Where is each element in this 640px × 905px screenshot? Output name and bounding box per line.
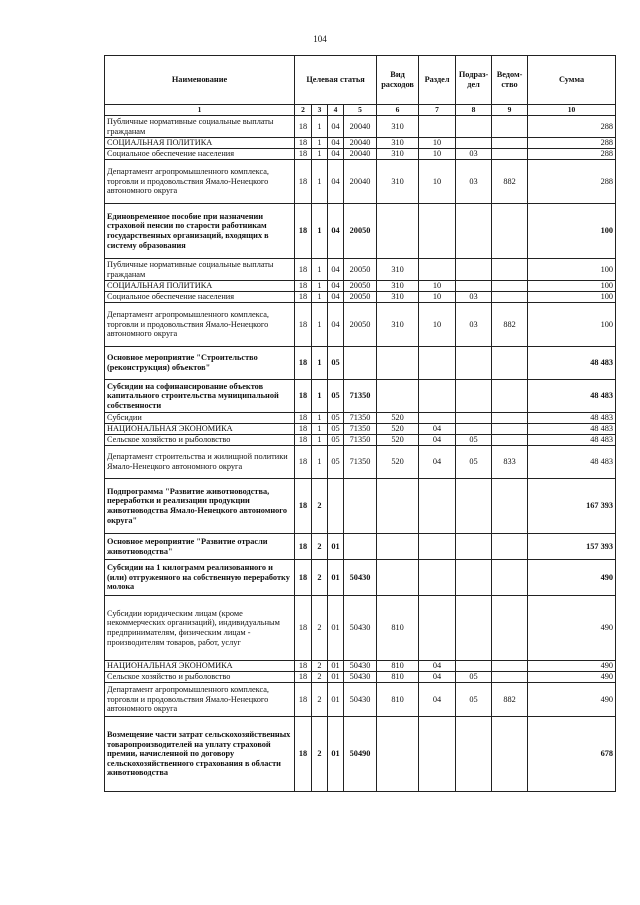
header-amount: Сумма bbox=[528, 56, 616, 105]
department-code bbox=[492, 424, 528, 435]
article-program: 18 bbox=[295, 560, 312, 596]
article-event: 04 bbox=[328, 281, 344, 292]
department-code bbox=[492, 435, 528, 446]
subsection bbox=[456, 534, 492, 560]
department-code bbox=[492, 204, 528, 259]
article-event: 04 bbox=[328, 138, 344, 149]
amount: 490 bbox=[528, 560, 616, 596]
department-code bbox=[492, 596, 528, 661]
amount: 490 bbox=[528, 672, 616, 683]
article-code bbox=[344, 534, 377, 560]
amount: 167 393 bbox=[528, 479, 616, 534]
article-program: 18 bbox=[295, 149, 312, 160]
article-event: 01 bbox=[328, 560, 344, 596]
row-name: НАЦИОНАЛЬНАЯ ЭКОНОМИКА bbox=[105, 661, 295, 672]
article-event: 01 bbox=[328, 596, 344, 661]
section: 04 bbox=[419, 683, 456, 717]
row-name: НАЦИОНАЛЬНАЯ ЭКОНОМИКА bbox=[105, 424, 295, 435]
row-name: Социальное обеспечение населения bbox=[105, 292, 295, 303]
amount: 48 483 bbox=[528, 413, 616, 424]
amount: 490 bbox=[528, 683, 616, 717]
column-number: 3 bbox=[312, 105, 328, 116]
expense-type bbox=[377, 534, 419, 560]
article-code: 20050 bbox=[344, 292, 377, 303]
row-name: Подпрограмма "Развитие животноводства, переработки и реализации продукции животноводства Ямало-Ненецкого автономного округа" bbox=[105, 479, 295, 534]
article-subprogram: 1 bbox=[312, 149, 328, 160]
article-event: 04 bbox=[328, 204, 344, 259]
article-code bbox=[344, 479, 377, 534]
amount: 100 bbox=[528, 281, 616, 292]
article-event: 05 bbox=[328, 435, 344, 446]
article-code: 71350 bbox=[344, 435, 377, 446]
department-code: 882 bbox=[492, 303, 528, 347]
column-number: 2 bbox=[295, 105, 312, 116]
article-program: 18 bbox=[295, 435, 312, 446]
expense-type: 310 bbox=[377, 303, 419, 347]
article-program: 18 bbox=[295, 479, 312, 534]
subsection bbox=[456, 717, 492, 792]
table-row bbox=[105, 560, 616, 596]
subsection: 03 bbox=[456, 160, 492, 204]
article-subprogram: 1 bbox=[312, 292, 328, 303]
table-row bbox=[105, 204, 616, 259]
subsection bbox=[456, 479, 492, 534]
subsection: 05 bbox=[456, 435, 492, 446]
section bbox=[419, 204, 456, 259]
page-number: 104 bbox=[313, 34, 327, 44]
table-row bbox=[105, 672, 616, 683]
subsection bbox=[456, 281, 492, 292]
row-name: Публичные нормативные социальные выплаты гражданам bbox=[105, 259, 295, 281]
subsection bbox=[456, 596, 492, 661]
subsection bbox=[456, 380, 492, 413]
section: 04 bbox=[419, 446, 456, 479]
article-event: 01 bbox=[328, 683, 344, 717]
table-row bbox=[105, 303, 616, 347]
article-event: 04 bbox=[328, 116, 344, 138]
table-header-row bbox=[105, 56, 616, 105]
row-name: Субсидии юридическим лицам (кроме некоммерческих организаций), индивидуальным предпринимателям, физическим лицам - производителям товаров, работ, услуг bbox=[105, 596, 295, 661]
article-code: 20040 bbox=[344, 116, 377, 138]
column-number: 4 bbox=[328, 105, 344, 116]
row-name: Возмещение части затрат сельскохозяйственных товаропроизводителей на уплату страховой премии, начисленной по договору сельскохозяйственного страхования в области животноводства bbox=[105, 717, 295, 792]
department-code bbox=[492, 116, 528, 138]
expense-type bbox=[377, 204, 419, 259]
column-number: 5 bbox=[344, 105, 377, 116]
subsection: 05 bbox=[456, 683, 492, 717]
article-program: 18 bbox=[295, 596, 312, 661]
amount: 678 bbox=[528, 717, 616, 792]
department-code bbox=[492, 661, 528, 672]
section: 10 bbox=[419, 160, 456, 204]
department-code bbox=[492, 560, 528, 596]
article-event bbox=[328, 479, 344, 534]
amount: 100 bbox=[528, 292, 616, 303]
row-name: Публичные нормативные социальные выплаты гражданам bbox=[105, 116, 295, 138]
article-program: 18 bbox=[295, 717, 312, 792]
article-code: 50430 bbox=[344, 661, 377, 672]
article-code bbox=[344, 347, 377, 380]
article-program: 18 bbox=[295, 413, 312, 424]
expense-type: 310 bbox=[377, 160, 419, 204]
table-row bbox=[105, 534, 616, 560]
subsection bbox=[456, 204, 492, 259]
row-name: Субсидии на 1 килограмм реализованного и (или) отгруженного на собственную переработку молока bbox=[105, 560, 295, 596]
article-subprogram: 2 bbox=[312, 661, 328, 672]
subsection: 03 bbox=[456, 149, 492, 160]
article-event: 05 bbox=[328, 446, 344, 479]
subsection bbox=[456, 259, 492, 281]
article-event: 05 bbox=[328, 424, 344, 435]
subsection bbox=[456, 347, 492, 380]
article-subprogram: 2 bbox=[312, 534, 328, 560]
article-event: 04 bbox=[328, 259, 344, 281]
row-name: Субсидии bbox=[105, 413, 295, 424]
header-subsection: Подраз-дел bbox=[456, 56, 492, 105]
section bbox=[419, 259, 456, 281]
amount: 100 bbox=[528, 204, 616, 259]
row-name: Департамент агропромышленного комплекса, торговли и продовольствия Ямало-Ненецкого автономного округа bbox=[105, 160, 295, 204]
table-row bbox=[105, 160, 616, 204]
article-event: 05 bbox=[328, 380, 344, 413]
amount: 288 bbox=[528, 160, 616, 204]
header-department: Ведом-ство bbox=[492, 56, 528, 105]
column-number: 8 bbox=[456, 105, 492, 116]
expense-type: 310 bbox=[377, 259, 419, 281]
table-row bbox=[105, 596, 616, 661]
column-number: 9 bbox=[492, 105, 528, 116]
amount: 490 bbox=[528, 596, 616, 661]
section: 04 bbox=[419, 435, 456, 446]
amount: 48 483 bbox=[528, 380, 616, 413]
row-name: Департамент агропромышленного комплекса, торговли и продовольствия Ямало-Ненецкого автономного округа bbox=[105, 303, 295, 347]
section bbox=[419, 380, 456, 413]
expense-type: 810 bbox=[377, 672, 419, 683]
department-code bbox=[492, 149, 528, 160]
amount: 48 483 bbox=[528, 446, 616, 479]
table-row bbox=[105, 424, 616, 435]
expense-type bbox=[377, 479, 419, 534]
article-subprogram: 2 bbox=[312, 479, 328, 534]
article-program: 18 bbox=[295, 281, 312, 292]
expense-type: 810 bbox=[377, 683, 419, 717]
article-event: 04 bbox=[328, 149, 344, 160]
column-number: 1 bbox=[105, 105, 295, 116]
section: 10 bbox=[419, 281, 456, 292]
table-row bbox=[105, 281, 616, 292]
article-code: 71350 bbox=[344, 424, 377, 435]
article-program: 18 bbox=[295, 683, 312, 717]
column-numbers-row bbox=[105, 105, 616, 116]
subsection bbox=[456, 138, 492, 149]
department-code bbox=[492, 347, 528, 380]
article-subprogram: 1 bbox=[312, 259, 328, 281]
expense-type: 520 bbox=[377, 446, 419, 479]
article-program: 18 bbox=[295, 303, 312, 347]
article-code: 20050 bbox=[344, 303, 377, 347]
article-code: 71350 bbox=[344, 446, 377, 479]
expense-type bbox=[377, 560, 419, 596]
subsection: 05 bbox=[456, 446, 492, 479]
article-program: 18 bbox=[295, 347, 312, 380]
article-code: 20040 bbox=[344, 160, 377, 204]
subsection: 03 bbox=[456, 292, 492, 303]
article-subprogram: 1 bbox=[312, 160, 328, 204]
article-event: 01 bbox=[328, 534, 344, 560]
section bbox=[419, 717, 456, 792]
article-subprogram: 1 bbox=[312, 281, 328, 292]
article-event: 01 bbox=[328, 672, 344, 683]
article-subprogram: 1 bbox=[312, 413, 328, 424]
table-row bbox=[105, 347, 616, 380]
section: 04 bbox=[419, 424, 456, 435]
table-row bbox=[105, 435, 616, 446]
amount: 288 bbox=[528, 138, 616, 149]
department-code: 833 bbox=[492, 446, 528, 479]
article-program: 18 bbox=[295, 116, 312, 138]
expense-type: 310 bbox=[377, 292, 419, 303]
expense-type: 520 bbox=[377, 413, 419, 424]
article-subprogram: 1 bbox=[312, 303, 328, 347]
section bbox=[419, 479, 456, 534]
subsection bbox=[456, 560, 492, 596]
table-row bbox=[105, 259, 616, 281]
article-subprogram: 1 bbox=[312, 435, 328, 446]
article-event: 05 bbox=[328, 347, 344, 380]
amount: 490 bbox=[528, 661, 616, 672]
article-program: 18 bbox=[295, 204, 312, 259]
amount: 100 bbox=[528, 259, 616, 281]
section: 04 bbox=[419, 661, 456, 672]
amount: 288 bbox=[528, 149, 616, 160]
subsection bbox=[456, 116, 492, 138]
expense-type: 310 bbox=[377, 138, 419, 149]
table-row bbox=[105, 683, 616, 717]
article-program: 18 bbox=[295, 160, 312, 204]
table-row bbox=[105, 479, 616, 534]
department-code bbox=[492, 380, 528, 413]
article-code: 50430 bbox=[344, 560, 377, 596]
section: 10 bbox=[419, 149, 456, 160]
amount: 48 483 bbox=[528, 435, 616, 446]
header-expense-type: Вид расходов bbox=[377, 56, 419, 105]
article-subprogram: 1 bbox=[312, 380, 328, 413]
row-name: Субсидии на софинансирование объектов капитального строительства муниципальной собственности bbox=[105, 380, 295, 413]
article-event: 04 bbox=[328, 160, 344, 204]
row-name: Сельское хозяйство и рыболовство bbox=[105, 672, 295, 683]
row-name: СОЦИАЛЬНАЯ ПОЛИТИКА bbox=[105, 138, 295, 149]
department-code: 882 bbox=[492, 683, 528, 717]
column-number: 10 bbox=[528, 105, 616, 116]
article-program: 18 bbox=[295, 446, 312, 479]
row-name: Основное мероприятие "Строительство (реконструкция) объектов" bbox=[105, 347, 295, 380]
table-row bbox=[105, 292, 616, 303]
article-code: 20040 bbox=[344, 149, 377, 160]
section bbox=[419, 116, 456, 138]
article-code: 50490 bbox=[344, 717, 377, 792]
article-code: 50430 bbox=[344, 596, 377, 661]
article-code: 20050 bbox=[344, 204, 377, 259]
expense-type: 810 bbox=[377, 596, 419, 661]
expense-type bbox=[377, 717, 419, 792]
article-program: 18 bbox=[295, 259, 312, 281]
department-code bbox=[492, 138, 528, 149]
article-subprogram: 1 bbox=[312, 347, 328, 380]
subsection: 05 bbox=[456, 672, 492, 683]
article-subprogram: 2 bbox=[312, 717, 328, 792]
article-subprogram: 1 bbox=[312, 446, 328, 479]
table-row bbox=[105, 661, 616, 672]
article-subprogram: 1 bbox=[312, 424, 328, 435]
article-event: 01 bbox=[328, 661, 344, 672]
department-code bbox=[492, 479, 528, 534]
expense-type bbox=[377, 347, 419, 380]
expense-type bbox=[377, 380, 419, 413]
article-code: 20040 bbox=[344, 138, 377, 149]
column-number: 6 bbox=[377, 105, 419, 116]
table-row bbox=[105, 413, 616, 424]
expense-type: 310 bbox=[377, 149, 419, 160]
expense-type: 520 bbox=[377, 424, 419, 435]
table-row bbox=[105, 116, 616, 138]
header-name: Наименование bbox=[105, 56, 295, 105]
article-code: 20050 bbox=[344, 281, 377, 292]
subsection bbox=[456, 424, 492, 435]
department-code bbox=[492, 281, 528, 292]
table-row bbox=[105, 149, 616, 160]
department-code bbox=[492, 672, 528, 683]
department-code bbox=[492, 413, 528, 424]
department-code bbox=[492, 292, 528, 303]
section bbox=[419, 347, 456, 380]
article-program: 18 bbox=[295, 138, 312, 149]
section: 10 bbox=[419, 292, 456, 303]
article-subprogram: 1 bbox=[312, 204, 328, 259]
amount: 100 bbox=[528, 303, 616, 347]
article-subprogram: 1 bbox=[312, 116, 328, 138]
expense-type: 520 bbox=[377, 435, 419, 446]
row-name: СОЦИАЛЬНАЯ ПОЛИТИКА bbox=[105, 281, 295, 292]
article-code: 50430 bbox=[344, 672, 377, 683]
article-code: 50430 bbox=[344, 683, 377, 717]
section bbox=[419, 560, 456, 596]
subsection bbox=[456, 661, 492, 672]
header-section: Раздел bbox=[419, 56, 456, 105]
article-subprogram: 2 bbox=[312, 683, 328, 717]
amount: 48 483 bbox=[528, 347, 616, 380]
table-row bbox=[105, 446, 616, 479]
header-target-article: Целевая статья bbox=[295, 56, 377, 105]
section bbox=[419, 413, 456, 424]
row-name: Единовременное пособие при назначении страховой пенсии по старости работникам государственных организаций, входящих в систему образования bbox=[105, 204, 295, 259]
row-name: Департамент строительства и жилищной политики Ямало-Ненецкого автономного округа bbox=[105, 446, 295, 479]
article-subprogram: 2 bbox=[312, 560, 328, 596]
article-subprogram: 2 bbox=[312, 672, 328, 683]
article-event: 04 bbox=[328, 292, 344, 303]
expense-type: 310 bbox=[377, 281, 419, 292]
article-program: 18 bbox=[295, 672, 312, 683]
department-code bbox=[492, 259, 528, 281]
subsection bbox=[456, 413, 492, 424]
budget-table bbox=[104, 55, 616, 792]
amount: 288 bbox=[528, 116, 616, 138]
article-program: 18 bbox=[295, 661, 312, 672]
amount: 48 483 bbox=[528, 424, 616, 435]
section bbox=[419, 534, 456, 560]
amount: 157 393 bbox=[528, 534, 616, 560]
article-program: 18 bbox=[295, 534, 312, 560]
article-program: 18 bbox=[295, 292, 312, 303]
article-code: 20050 bbox=[344, 259, 377, 281]
article-subprogram: 1 bbox=[312, 138, 328, 149]
table-body bbox=[105, 116, 616, 792]
column-number: 7 bbox=[419, 105, 456, 116]
department-code bbox=[492, 717, 528, 792]
row-name: Департамент агропромышленного комплекса, торговли и продовольствия Ямало-Ненецкого автономного округа bbox=[105, 683, 295, 717]
article-subprogram: 2 bbox=[312, 596, 328, 661]
row-name: Социальное обеспечение населения bbox=[105, 149, 295, 160]
section: 10 bbox=[419, 138, 456, 149]
table-row bbox=[105, 717, 616, 792]
article-code: 71350 bbox=[344, 413, 377, 424]
table-row bbox=[105, 138, 616, 149]
expense-type: 310 bbox=[377, 116, 419, 138]
section: 10 bbox=[419, 303, 456, 347]
row-name: Основное мероприятие "Развитие отрасли животноводства" bbox=[105, 534, 295, 560]
article-event: 01 bbox=[328, 717, 344, 792]
table-row bbox=[105, 380, 616, 413]
article-event: 04 bbox=[328, 303, 344, 347]
section: 04 bbox=[419, 672, 456, 683]
article-program: 18 bbox=[295, 424, 312, 435]
article-code: 71350 bbox=[344, 380, 377, 413]
department-code bbox=[492, 534, 528, 560]
expense-type: 810 bbox=[377, 661, 419, 672]
article-event: 05 bbox=[328, 413, 344, 424]
row-name: Сельское хозяйство и рыболовство bbox=[105, 435, 295, 446]
article-program: 18 bbox=[295, 380, 312, 413]
section bbox=[419, 596, 456, 661]
department-code: 882 bbox=[492, 160, 528, 204]
subsection: 03 bbox=[456, 303, 492, 347]
